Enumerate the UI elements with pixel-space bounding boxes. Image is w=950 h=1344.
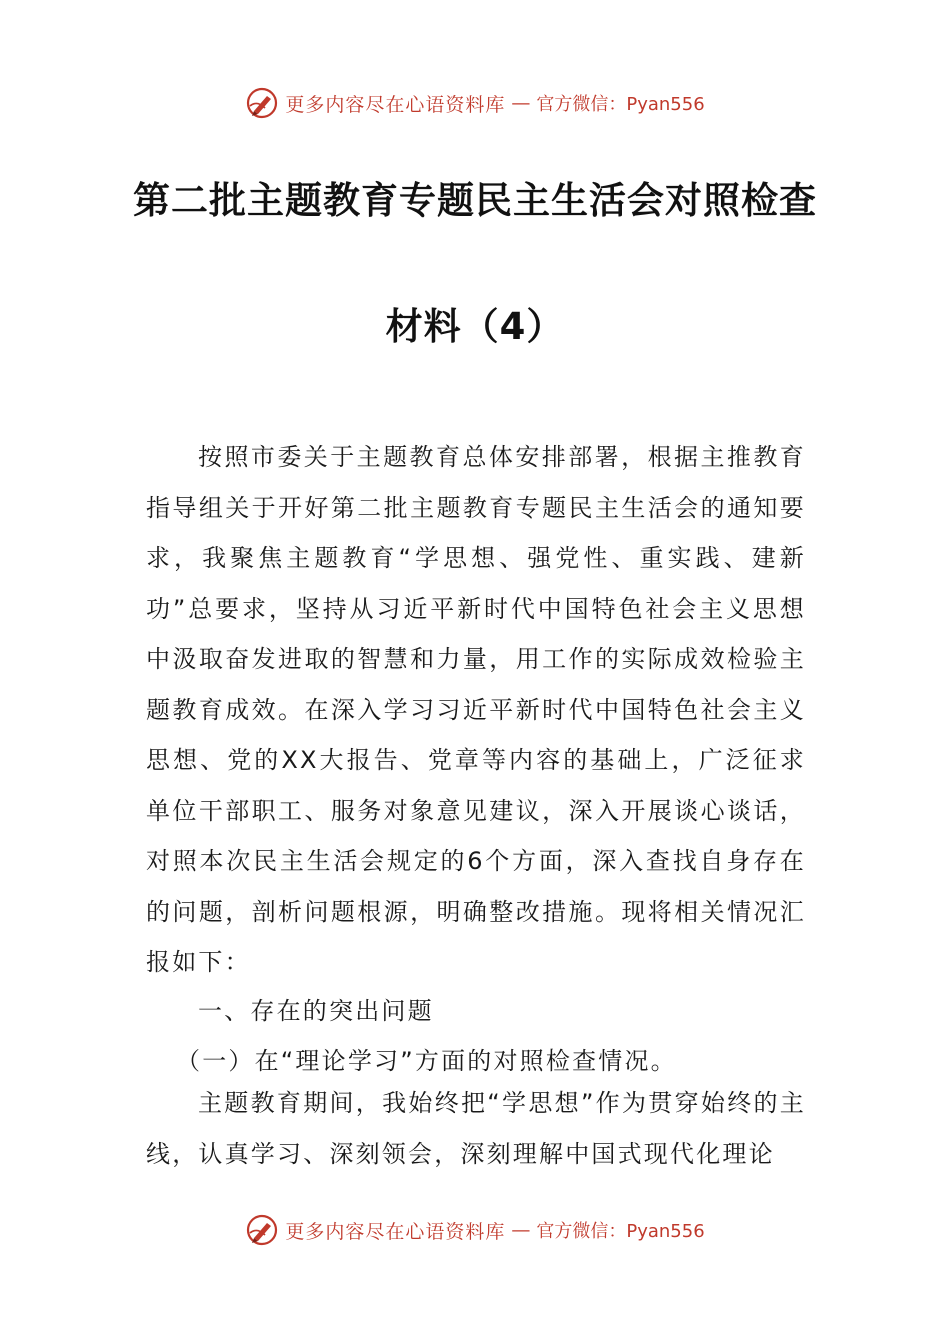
body-paragraph-2: 主题教育期间，我始终把“学思想”作为贯穿始终的主线，认真学习、深刻领会，深刻理解中国式现代化理论 bbox=[146, 1089, 806, 1168]
section-heading-2: （一）在“理论学习”方面的对照检查情况。 bbox=[176, 1047, 677, 1075]
section-heading-1: 一、存在的突出问题 bbox=[198, 997, 434, 1025]
footer-banner-sub-text: 官方微信：Pyan556 bbox=[536, 1221, 705, 1242]
pen-logo-icon bbox=[245, 86, 279, 120]
footer-banner-main-text: 更多内容尽在心语资料库 bbox=[285, 1220, 506, 1243]
document-title-line2: 材料（4） bbox=[385, 305, 565, 348]
pen-logo-icon bbox=[245, 1213, 279, 1247]
body-paragraph-1: 按照市委关于主题教育总体安排部署，根据主推教育指导组关于开好第二批主题教育专题民主生活会的通知要求，我聚焦主题教育“学思想、强党性、重实践、建新功”总要求，坚持从习近平新时代中国特色社会主义思想中汲取奋发进取的智慧和力量，用工作的实际成效检验主题教育成效。在深入学习习近平新时代中国特色社会主义思想、党的XX大报告、党章等内容的基础上，广泛征求单位干部职工、服务对象意见建议，深入开展谈心谈话，对照本次民主生活会规定的6个方面，深入查找自身存在的问题，剖析问题根源，明确整改措施。现将相关情况汇报如下： bbox=[146, 443, 806, 976]
footer-banner-separator: — bbox=[511, 1219, 531, 1241]
document-title-line1: 第二批主题教育专题民主生活会对照检查 bbox=[133, 179, 817, 222]
banner-sub-text: 官方微信：Pyan556 bbox=[536, 94, 705, 115]
footer-banner bbox=[0, 1210, 950, 1250]
banner-separator: — bbox=[511, 92, 531, 114]
banner-main-text: 更多内容尽在心语资料库 bbox=[285, 93, 506, 116]
header-banner bbox=[0, 83, 950, 123]
